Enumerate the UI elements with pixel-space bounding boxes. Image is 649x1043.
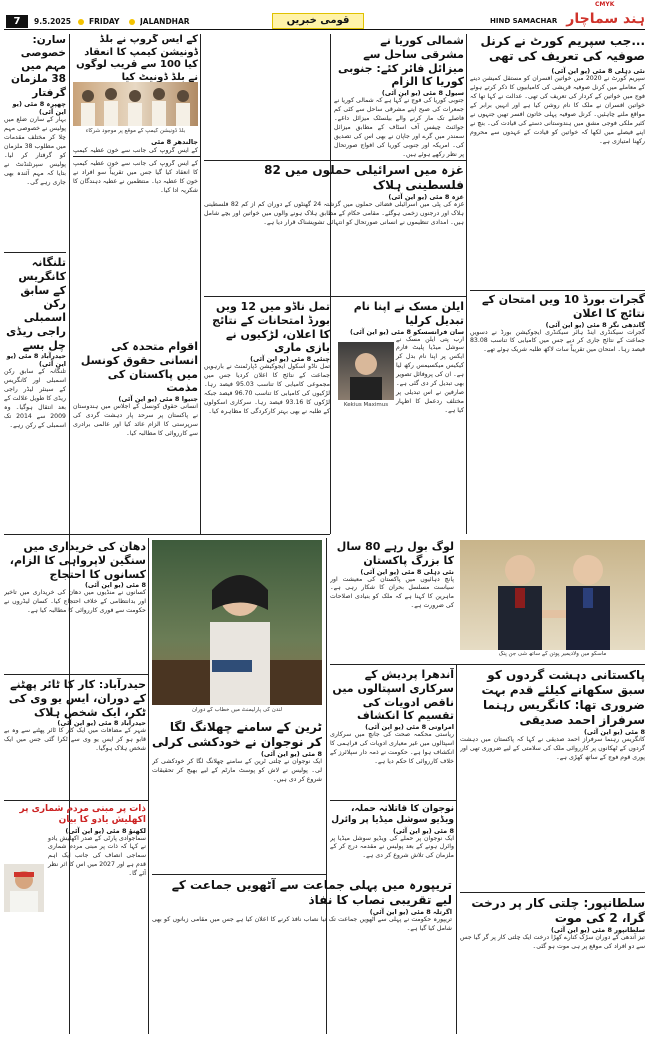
- body-text: شہر کے مضافات میں ایک کار کا ٹائر پھٹنے سے وہ بے قابو ہو کر ایس یو وی سے ٹکرا گئی جس میں ایک شخص ہلاک ہوگیا۔: [4, 727, 146, 753]
- masthead-rule: [4, 29, 645, 30]
- story-pakistan-terror: [460, 668, 645, 888]
- byline: سیول 8 مئی (یو این آئی): [381, 89, 464, 97]
- story-paddy: [4, 540, 146, 670]
- city: JALANDHAR: [140, 17, 190, 26]
- headline: کے ایس گروپ نے بلڈ ڈونیشن کیمپ کا انعقاد کیا 100 سے قریب لوگوں نے بلڈ ڈونیٹ کیا: [76, 34, 198, 83]
- headline: نوجوان کا قاتلانہ حملہ، ویڈیو سوشل میڈیا پر وائرل: [331, 804, 454, 826]
- story-saran: [4, 34, 66, 249]
- body-text: تمل ناڈو اسکول ایجوکیشن ڈپارٹمنٹ نے بارہویں جماعت کے نتائج کا اعلان کردیا جس میں مجموعی کامیابی کا تناسب 95.03 فیصد رہا۔ لڑکیوں کی کامیابی کا تناسب 96.70 فیصد جبکہ لڑکوں کا 93.16 فیصد رہا۔ سرکاری اسکولوں کے طلبہ نے بھی بہتر کارکردگی کا مظاہرہ کیا۔: [204, 363, 330, 415]
- person-icon: [4, 864, 44, 912]
- byline: سان فرانسسکو 8 مئی (یو این آئی): [349, 327, 464, 336]
- divider: [4, 534, 330, 535]
- headline: تمل ناڈو میں 12 ویں بورڈ امتحانات کے نتائج کا اعلان، لڑکیوں نے بازی ماری: [212, 300, 330, 355]
- byline: 8 مئی (یو این آئی): [583, 728, 645, 736]
- divider: [470, 290, 645, 291]
- body-text: گجرات سیکنڈری اینڈ ہائر سیکنڈری ایجوکیشن بورڈ نے دسویں جماعت کے نتائج جاری کر دیے جس میں کامیابی کا تناسب 83.08 فیصد رہا۔ امتحان میں تقریباً سات لاکھ طلبہ شریک ہوئے تھے۔: [470, 328, 645, 354]
- story-court: [470, 34, 645, 289]
- story-gaza: [204, 163, 464, 293]
- byline: اگرتلہ 8 مئی (یو این آئی): [369, 908, 452, 916]
- byline: چنئی 8 مئی (یو این آئی): [250, 355, 330, 363]
- body-text: غزہ کی پٹی میں اسرائیلی فضائی حملوں میں گزشتہ 24 گھنٹوں کے دوران کم از کم 82 فلسطینی ہلاک اور درجنوں زخمی ہوگئے۔ مقامی حکام کے مطابق ہلاک ہونے والوں میں خواتین اور بچے شامل ہیں۔ امدادی تنظیموں نے انسانی صورتحال کو انتہائی تشویشناک قرار دیا ہے۔: [204, 201, 464, 226]
- byline: 8 مئی (یو این آئی): [392, 826, 454, 835]
- story-medicines: [330, 668, 454, 798]
- body-text: سپریم کورٹ نے 2020 میں خواتین افسران کو مستقل کمیشن دینے کے معاملے میں کرنل صوفیہ قریشی کی کامیابیوں کا ذکر کرتے ہوئے فوج میں خواتین کے کردار کی تعریف کی تھی۔ عدالت نے کہا تھا کہ خواتین افسران نے ملک کا نام روشن کیا ہے اور انہیں برابر کے مواقع ملنے چاہئیں۔ کرنل صوفیہ پہلی خاتون افسر تھیں جنہوں نے کثیر ملکی فوجی مشق میں ہندوستانی دستے کی قیادت کی۔ بنچ نے اپنے فیصلے میں لکھا کہ خواتین کو قیادت کے عہدوں سے محروم رکھنا امتیازی ہے۔: [470, 75, 645, 145]
- headline: لوگ بول رہے 80 سال کا بزرگ پاکستان: [336, 540, 454, 567]
- byline: نئی دہلی 8 مئی (یو این آئی): [360, 567, 454, 576]
- divider: [4, 674, 148, 675]
- photo-caption: Kekius Maximus: [343, 402, 389, 408]
- column-rule: [466, 34, 467, 534]
- story-uk: [152, 720, 322, 870]
- body-text: تریپورہ حکومت نے پہلی سے آٹھویں جماعت تک نیا نصاب نافذ کرنے کا اعلان کیا ہے جس میں مقامی زبانوں کو بھی شامل کیا گیا ہے۔: [152, 916, 452, 932]
- story-group: [73, 34, 198, 154]
- divider: [330, 800, 456, 801]
- page-number: 7: [6, 15, 28, 28]
- body-text: کانگریس رہنما سرفراز احمد صدیقی نے کہا کہ پاکستان میں دہشت گردوں کے ٹھکانوں پر کارروائی ملک کی سلامتی کے لیے ضروری تھی اور پوری قوم فوج کے ساتھ کھڑی ہے۔: [460, 736, 645, 761]
- paper-name-ur: ہند سماچار: [566, 11, 645, 27]
- divider: [330, 664, 645, 665]
- column-rule: [148, 538, 149, 1034]
- story-musk: [334, 300, 464, 530]
- putin-xi-photo: [460, 540, 645, 650]
- headline: ٹرین کے سامنے چھلانگ لگا کر نوجوان نے خودکشی کرلی: [152, 720, 322, 749]
- byline: لکھنؤ 8 مئی (یو این آئی): [65, 826, 146, 835]
- story-social-media: [330, 804, 454, 874]
- divider: [460, 892, 645, 893]
- divider: [152, 874, 326, 875]
- story-telangana: [4, 256, 66, 486]
- story-sultanpur: [460, 896, 645, 1034]
- story-tyre: [4, 678, 146, 798]
- headline: گجرات بورڈ 10 ویں امتحان کے نتائج کا اعلان: [482, 293, 645, 320]
- headline: سارن: خصوصی مہم میں 38 ملزمان گرفتار: [10, 34, 66, 99]
- story-pakistan-80: [330, 540, 454, 660]
- date: 9.5.2025: [34, 17, 72, 26]
- divider: [4, 800, 148, 801]
- byline: سلطانپور 8 مئی (یو این آئی): [550, 926, 645, 934]
- byline: حیدرآباد 8 مئی (یو این آئی): [6, 352, 66, 369]
- color-marks: CMYK: [595, 1, 615, 8]
- byline: گاندھی نگر 8 مئی (یو این آئی): [545, 320, 645, 329]
- headline: دھان کی خریداری میں سنگین لاپرواہی کا الزام، کسانوں کا احتجاج: [9, 540, 146, 581]
- byline: غزہ 8 مئی (یو این آئی): [388, 193, 464, 201]
- column-rule: [200, 34, 201, 534]
- body-text: پانچ دہائیوں میں پاکستان کی معیشت اور سیاست مسلسل بحران کا شکار رہی ہے۔ ماہرین کا کہنا ہے کہ ملک کو بنیادی اصلاحات کی ضرورت ہے۔: [330, 575, 454, 610]
- headline: شمالی کوریا نے مشرقی ساحل سے میزائل فائر کئے: جنوبی کوریا کا الزام: [338, 34, 464, 89]
- akhilesh-photo: [4, 864, 44, 912]
- story-tripura: [152, 878, 452, 1034]
- headline: تلنگانہ کانگریس کے سابق رکن اسمبلی راجی ریڈی چل بسے: [6, 256, 66, 352]
- byline: 8 مئی (یو این آئی): [84, 581, 146, 590]
- body-text: سماجوادی پارٹی کے صدر اکھلیش یادو نے کہا کہ ذات پر مبنی مردم شماری سماجی انصاف کی جانب ایک اہم قدم ہے اور 2027 میں اس کا اثر نظر آئے گا۔: [48, 834, 146, 878]
- body-text: جنوبی کوریا کی فوج نے کہا ہے کہ شمالی کوریا نے جمعرات کی صبح اپنے مشرقی ساحل سے کئی کم فاصلے تک مار کرنے والے بیلسٹک میزائل داغے۔ جوائنٹ چیفس آف اسٹاف کے مطابق میزائل سمندر میں گرے اور جاپان نے بھی اس کی تصدیق کی۔ امریکہ اور جنوبی کوریا کی افواج صورتحال پر نظر رکھے ہوئے ہیں۔: [334, 97, 464, 158]
- headline: ذات پر مبنی مردم شماری پر اکھلیش یادو کا بیان: [19, 804, 146, 826]
- divider: [204, 160, 466, 161]
- headline: آندھرا پردیش کے سرکاری اسپتالوں میں ناقص ادویات کی تقسیم کا انکشاف: [332, 668, 454, 723]
- headline: ...جب سپریم کورٹ نے کرنل صوفیہ کی تعریف کی تھی: [480, 34, 645, 63]
- byline: امراوتی 8 مئی (یو این آئی): [365, 723, 454, 731]
- headline: سلطانپور: چلتی کار پر درخت گرا، 2 کی موت: [471, 896, 645, 925]
- headline: پاکستانی دہشت گردوں کو سبق سکھانے کیلئے قدم بہت ضروری تھا: کانگریس رہنما سرفراز احمد صدیقی: [481, 668, 645, 727]
- divider: [73, 156, 200, 157]
- story-human-rights: [73, 340, 198, 530]
- musk-photo: [338, 342, 394, 400]
- speaker-icon: [152, 540, 322, 705]
- headline: اقوام متحدہ کی انسانی حقوق کونسل میں پاکستان کی مذمت: [80, 340, 198, 395]
- headline: ایلن مسک نے اپنا نام تبدیل کرلیا: [353, 300, 464, 327]
- story-results: [204, 300, 330, 530]
- body-text: ریاستی محکمہ صحت کی جانچ میں سرکاری اسپتالوں میں غیر معیاری ادویات کی فراہمی کا انکشاف ہوا ہے۔ حکومت نے ذمہ دار سپلائرز کے خلاف کارروائی کا حکم دیا ہے۔: [330, 731, 454, 765]
- body-text: کے ایس گروپ کی جانب سے خون عطیہ کیمپ: [73, 147, 198, 154]
- byline: چھپرہ 8 مئی (یو این آئی): [12, 99, 66, 116]
- person-icon: [338, 342, 394, 400]
- uk-parliament-photo: [152, 540, 322, 705]
- body-text: ایک نوجوان پر حملے کی ویڈیو سوشل میڈیا پر وائرل ہونے کے بعد پولیس نے مقدمہ درج کر کے ملزمان کی تلاش شروع کر دی ہے۔: [330, 834, 454, 860]
- headline: غزہ میں اسرائیلی حملوں میں 82 فلسطینی ہلاک: [264, 163, 464, 192]
- divider: [204, 296, 466, 297]
- column-rule: [456, 665, 457, 1034]
- body-text: تلنگانہ کے سابق رکن اسمبلی اور کانگریس کے سینئر لیڈر راجی ریڈی کا طویل علالت کے بعد انتقال ہوگیا۔ وہ 2009 سے 2014 تک اسمبلی کے رکن رہے۔: [4, 368, 66, 430]
- body-text: بہار کے سارن ضلع میں پولیس نے خصوصی مہم چلا کر مختلف مقدمات میں مطلوب 38 ملزمان کو گرفتار کر لیا۔ پولیس سپرنٹنڈنٹ نے بتایا کہ مہم آئندہ بھی جاری رہے گی۔: [4, 115, 66, 186]
- bullet-dot-icon: [78, 19, 84, 25]
- byline: نئی دہلی 8 مئی (یو این آئی): [551, 67, 645, 75]
- filler-text: کے ایس گروپ کی جانب سے خون عطیہ کیمپ کا انعقاد کیا گیا جس میں تقریباً سو افراد نے خون کا عطیہ دیا۔ منتظمین نے عطیہ دہندگان کا شکریہ ادا کیا۔: [73, 160, 198, 194]
- paper-name-en: HIND SAMACHAR: [490, 17, 558, 25]
- bullet-dot-icon: [129, 19, 135, 25]
- byline: جنیوا 8 مئی (یو این آئی): [118, 395, 198, 403]
- group-people-icon: [73, 82, 198, 126]
- divider: [4, 252, 66, 253]
- byline: حیدرآباد 8 مئی (یو این آئی): [57, 719, 146, 728]
- day: FRIDAY: [89, 17, 120, 26]
- group-photo: [73, 82, 198, 126]
- body-text: تیز آندھی کے دوران سڑک کنارے کھڑا درخت ایک چلتی کار پر گر گیا جس سے دو افراد کی موقع پر ہی موت ہو گئی۔: [460, 934, 645, 950]
- headline: تریپورہ میں پہلی جماعت سے آٹھویں جماعت کے لیے تقریبی نصاب کا نفاذ: [171, 878, 452, 907]
- body-text: انسانی حقوق کونسل کے اجلاس میں ہندوستان نے پاکستان پر سرحد پار دہشت گردی کی سرپرستی کا الزام عائد کیا اور عالمی برادری سے کارروائی کا مطالبہ کیا۔: [73, 403, 198, 437]
- story-korea: [334, 34, 464, 184]
- photo-caption: بلڈ ڈونیشن کیمپ کے موقع پر موجود شرکاء: [85, 128, 186, 134]
- masthead: [0, 0, 649, 30]
- section-title: قومی خبریں: [272, 13, 364, 29]
- body-text: کسانوں نے منڈیوں میں دھان کی خریداری میں تاخیر اور بدانتظامی کے خلاف احتجاج کیا۔ کسان لیڈروں نے حکومت سے فوری کارروائی کا مطالبہ کیا ہے۔: [4, 589, 146, 615]
- photo-caption: لندن کی پارلیمنٹ میں خطاب کے دوران: [191, 707, 283, 713]
- story-gujarat: [470, 293, 645, 533]
- body-text: ارب پتی ایلن مسک نے سوشل میڈیا پلیٹ فارم ایکس پر اپنا نام بدل کر کیکیس میکسیمس رکھ لیا ہے۔ ان کی پروفائل تصویر بھی تبدیل کر دی گئی ہے۔ صارفین نے اس تبدیلی پر مختلف ردعمل کا اظہار کیا ہے۔: [396, 335, 464, 415]
- photo-caption: ماسکو میں ولادیمیر پوتن کے ساتھ شی جن پنگ: [498, 651, 607, 657]
- leaders-icon: [460, 540, 645, 650]
- headline: حیدرآباد: کار کا ٹائر پھٹنے کے دوران، ایس یو وی کی ٹکر، ایک شخص ہلاک: [8, 678, 146, 719]
- story-akhilesh: [4, 804, 146, 1034]
- byline: 8 مئی (یو این آئی): [260, 750, 322, 758]
- body-text: ایک نوجوان نے چلتی ٹرین کے سامنے چھلانگ لگا کر خودکشی کر لی۔ پولیس نے لاش کو پوسٹ مارٹم کے لیے بھیج کر تحقیقات شروع کر دی ہیں۔: [152, 758, 322, 783]
- byline: جالندھر 8 مئی: [151, 138, 198, 146]
